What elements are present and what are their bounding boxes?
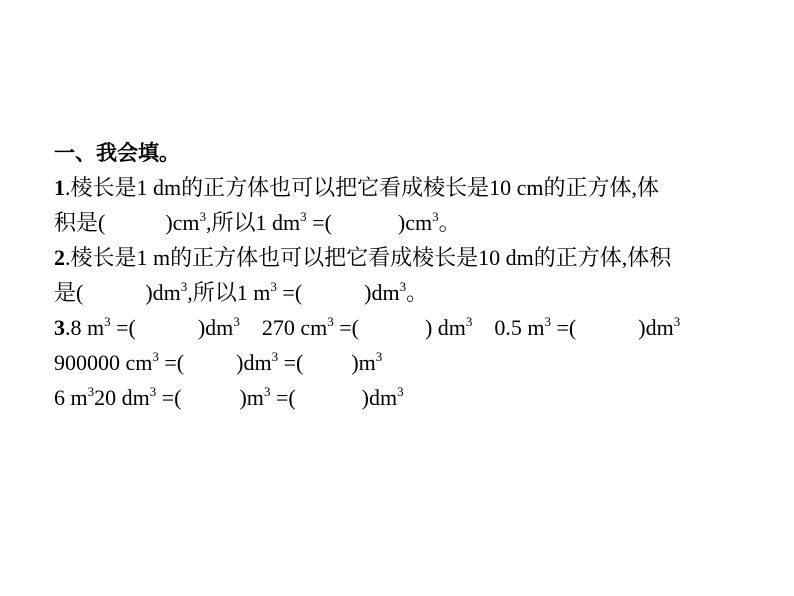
question-2-line-1 bbox=[54, 243, 671, 273]
q1-text-d: =( bbox=[306, 210, 332, 235]
q3-text: )dm bbox=[638, 315, 674, 340]
q3-text: ) dm bbox=[424, 315, 466, 340]
q2-text-b: )dm bbox=[145, 280, 181, 305]
superscript: 3 bbox=[87, 383, 95, 399]
q2-text-e: )dm bbox=[364, 280, 400, 305]
question-1-text: .棱长是1 dm的正方体也可以把它看成棱长是10 cm的正方体,体 bbox=[65, 175, 659, 200]
q2-text-c: ,所以1 m bbox=[187, 280, 271, 305]
q3-text: 900000 cm bbox=[54, 350, 153, 375]
superscript: 3 bbox=[104, 313, 111, 329]
q1-text-c: ,所以1 dm bbox=[206, 210, 301, 235]
question-2-number: 2 bbox=[54, 245, 65, 270]
section-heading: 一、我会填。 bbox=[54, 141, 180, 165]
superscript: 3 bbox=[397, 383, 404, 399]
q3-text: =( bbox=[270, 385, 296, 410]
q3-text: =( bbox=[278, 350, 304, 375]
q3-text: )m bbox=[239, 385, 264, 410]
question-1-line-1 bbox=[54, 173, 659, 203]
q3-text: =( bbox=[110, 315, 136, 340]
question-3-line-2 bbox=[54, 348, 382, 378]
superscript: 3 bbox=[149, 383, 157, 399]
superscript: 3 bbox=[327, 313, 334, 329]
superscript: 3 bbox=[152, 348, 159, 364]
q3-text: )dm bbox=[197, 315, 234, 340]
q3-text: )m bbox=[351, 350, 376, 375]
q2-text-a: 是( bbox=[54, 280, 84, 305]
question-2-text: .棱长是1 m的正方体也可以把它看成棱长是10 dm的正方体,体积 bbox=[65, 245, 672, 270]
question-3-number: 3 bbox=[54, 315, 65, 340]
q3-text: .8 m bbox=[65, 315, 105, 340]
question-3-line-1 bbox=[54, 313, 680, 343]
question-1-number: 1 bbox=[54, 175, 65, 200]
q1-text-b: )cm bbox=[165, 210, 200, 235]
superscript: 3 bbox=[233, 313, 240, 329]
superscript: 3 bbox=[263, 383, 271, 399]
q3-text: 20 dm bbox=[94, 385, 150, 410]
superscript: 3 bbox=[432, 208, 439, 224]
q3-text: =( bbox=[333, 315, 359, 340]
q3-text: 0.5 m bbox=[494, 315, 545, 340]
q3-text: )dm bbox=[236, 350, 272, 375]
question-2-line-2 bbox=[54, 278, 428, 308]
q3-text: 270 cm bbox=[261, 315, 328, 340]
q2-text-d: =( bbox=[276, 280, 303, 305]
q3-text: )dm bbox=[361, 385, 398, 410]
superscript: 3 bbox=[271, 348, 279, 364]
superscript: 3 bbox=[180, 278, 188, 294]
question-3-line-3 bbox=[54, 383, 404, 413]
question-1-line-2 bbox=[54, 208, 461, 238]
q2-text-f: 。 bbox=[406, 280, 429, 305]
superscript: 3 bbox=[673, 313, 681, 329]
superscript: 3 bbox=[544, 313, 552, 329]
q3-text: =( bbox=[156, 385, 182, 410]
superscript: 3 bbox=[465, 313, 473, 329]
superscript: 3 bbox=[270, 278, 277, 294]
q3-text: =( bbox=[158, 350, 185, 375]
q1-text-a: 积是( bbox=[54, 210, 106, 235]
superscript: 3 bbox=[399, 278, 407, 294]
q3-text: 6 m bbox=[54, 385, 88, 410]
q1-text-f: 。 bbox=[438, 210, 461, 235]
superscript: 3 bbox=[199, 208, 207, 224]
q1-text-e: )cm bbox=[397, 210, 433, 235]
superscript: 3 bbox=[375, 348, 383, 364]
superscript: 3 bbox=[300, 208, 307, 224]
q3-text: =( bbox=[551, 315, 577, 340]
